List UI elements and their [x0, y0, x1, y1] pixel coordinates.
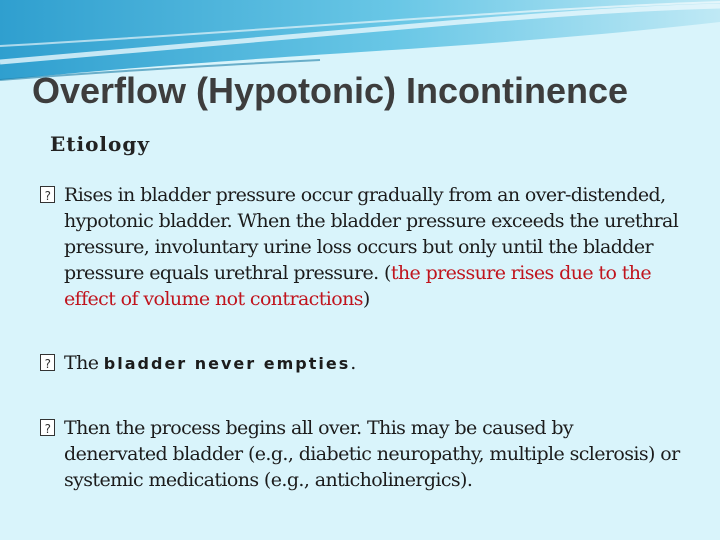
missing-glyph-bullet-icon: [40, 419, 55, 436]
bullet-list: [40, 182, 680, 493]
missing-glyph-bullet-icon: [40, 186, 55, 203]
bullet-text: Then the process begins all over. This may be caused by denervated bladder (e.g., diabetic neuropathy, multiple sclerosis) or systemic medications (e.g., anticholinergics).: [64, 417, 680, 491]
bullet-item-causes: [40, 415, 680, 493]
bullet-text-end: .: [350, 352, 356, 374]
section-heading: Etiology: [50, 132, 150, 156]
bullet-text: Rises in bladder pressure occur gradually from an over-distended, hypotonic bladder. When the bladder pressure exceeds the urethral pressure, involuntary urine loss occurs but only until the bladder pressure equals urethral pressure. (: [64, 184, 679, 284]
bullet-item-etiology: [40, 182, 680, 312]
bullet-text-end: ): [362, 288, 370, 310]
bullet-emphasis-text: bladder never empties: [103, 354, 351, 373]
slide-title: Overflow (Hypotonic) Incontinence: [32, 70, 629, 111]
bullet-item-never-empties: [40, 350, 680, 377]
missing-glyph-bullet-icon: [40, 354, 55, 371]
bullet-text: The: [64, 352, 104, 374]
bullet-highlight-text: the pressure rises due to the effect of volume not contractions: [64, 262, 652, 310]
